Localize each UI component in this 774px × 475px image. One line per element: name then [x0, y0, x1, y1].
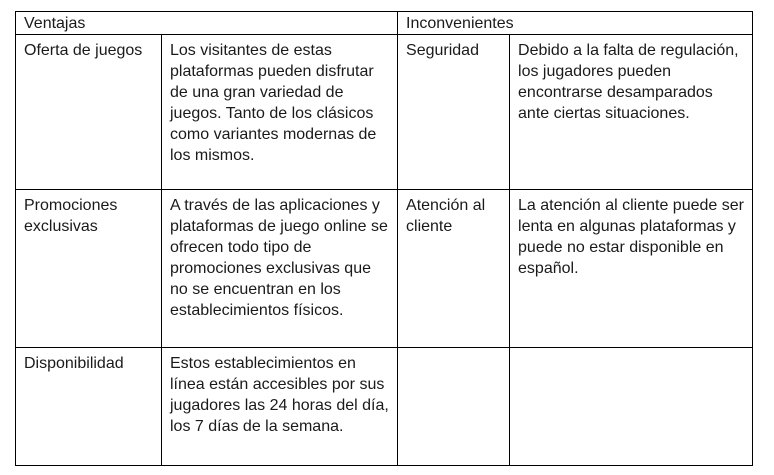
disadvantages-header: Inconvenientes	[398, 12, 753, 35]
table-row	[16, 348, 753, 466]
advantage-text-cell: A través de las aplicaciones y plataformas de juego online se ofrecen todo tipo de promociones exclusivas que no se encuentran en los establecimientos físicos.	[162, 190, 398, 348]
disadvantage-title-cell	[398, 348, 510, 466]
disadvantage-title-cell: Atención al cliente	[398, 190, 510, 348]
disadvantage-text-cell: La atención al cliente puede ser lenta en algunas plataformas y puede no estar disponible en español.	[510, 190, 753, 348]
advantage-title-cell: Promociones exclusivas	[16, 190, 162, 348]
disadvantage-text-cell	[510, 348, 753, 466]
advantage-text-cell: Los visitantes de estas plataformas pueden disfrutar de una gran variedad de juegos. Tanto de los clásicos como variantes modernas de los mismos.	[162, 35, 398, 190]
advantage-title-cell: Disponibilidad	[16, 348, 162, 466]
advantages-header: Ventajas	[16, 12, 398, 35]
advantage-title-cell: Oferta de juegos	[16, 35, 162, 190]
disadvantage-text-cell: Debido a la falta de regulación, los jugadores pueden encontrarse desamparados ante ciertas situaciones.	[510, 35, 753, 190]
table-row	[16, 190, 753, 348]
table-header-row	[16, 12, 753, 35]
advantage-text-cell: Estos establecimientos en línea están accesibles por sus jugadores las 24 horas del día, los 7 días de la semana.	[162, 348, 398, 466]
disadvantage-title-cell: Seguridad	[398, 35, 510, 190]
table-row	[16, 35, 753, 190]
pros-cons-table	[15, 11, 753, 466]
